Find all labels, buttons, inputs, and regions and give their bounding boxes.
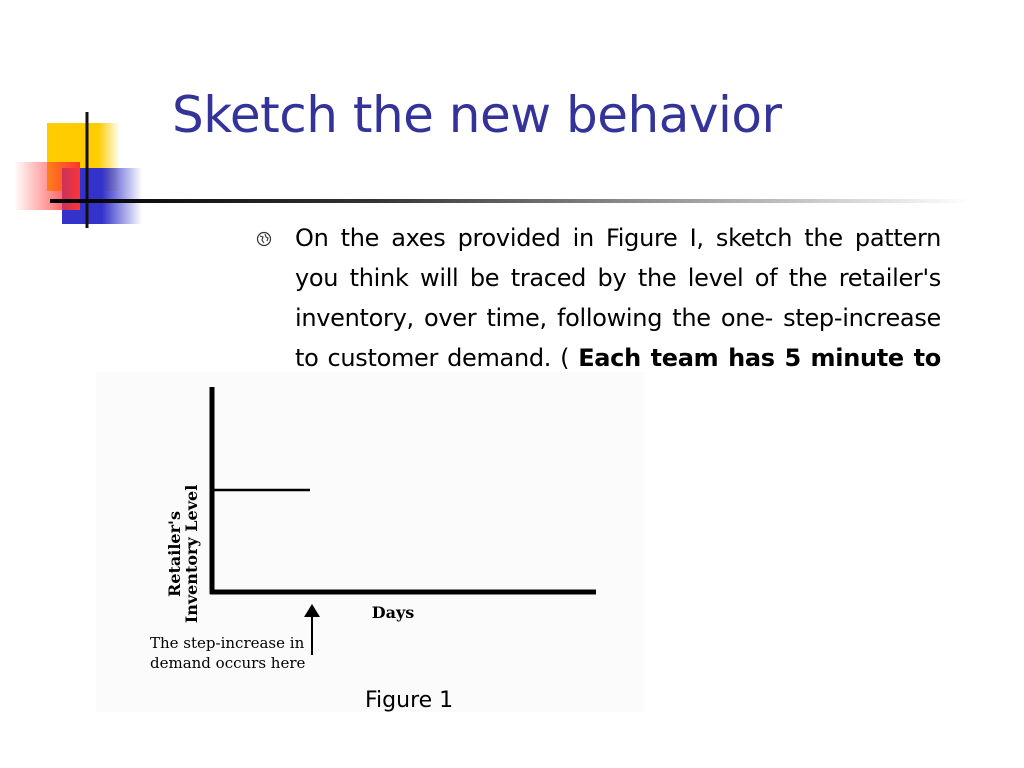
figure-1-axes: [96, 372, 644, 712]
arrow-note-line1: The step-increase in: [150, 634, 305, 652]
y-axis-label-line2: Inventory Level: [182, 484, 201, 624]
title-divider: [50, 198, 970, 204]
x-axis-label: Days: [371, 603, 415, 622]
bullet-text-normal: On the axes provided in Figure I, sketch the pattern you think will be traced by the level of the retailer's inventory, over time, following the one- step-increase to customer demand. (: [295, 224, 941, 372]
bullet-text-bold: Each team has 5 minute to: [578, 344, 941, 372]
slide-title: Sketch the new behavior: [172, 86, 782, 144]
corner-decoration: [0, 0, 160, 240]
arrow-note-line2: demand occurs here: [150, 654, 306, 672]
figure-caption: Figure 1: [365, 688, 454, 713]
y-axis-label-line1: Retailer's: [165, 511, 184, 597]
globe-bullet-icon: [256, 231, 272, 247]
